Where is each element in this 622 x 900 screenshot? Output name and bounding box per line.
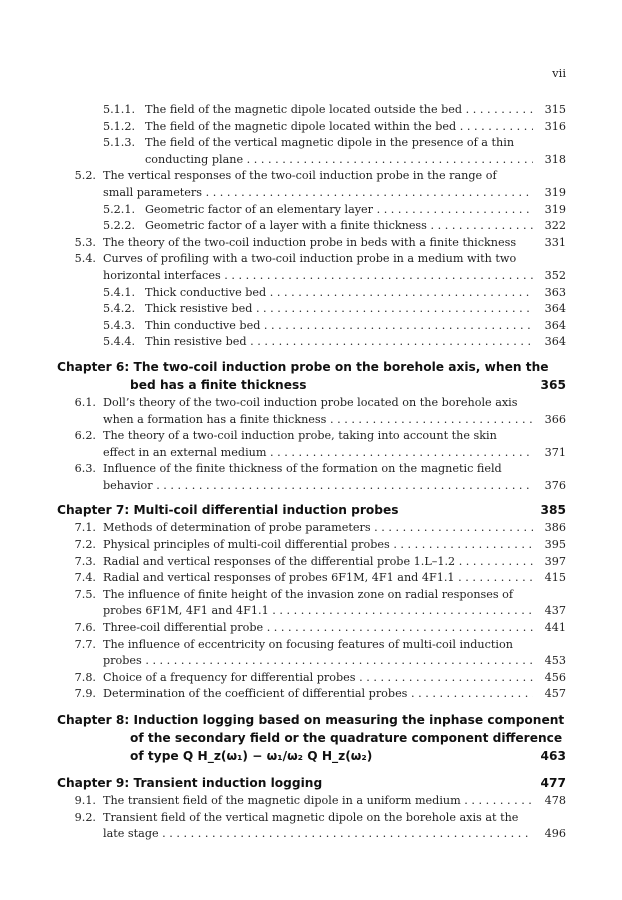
entry-title-cont: conducting plane . . . <box>145 153 533 166</box>
entry-page: 371 <box>544 445 566 459</box>
toc-entry <box>0 286 622 303</box>
entry-number: 5.2.2. <box>103 219 136 233</box>
entry-title: Transient field of the vertical magnetic dipole on the borehole axis at the <box>103 810 519 824</box>
entry-title: Radial and vertical responses of probes 6F1M, 4F1 and 4F1.1 . . . <box>103 571 533 584</box>
toc-entry-continuation <box>0 446 622 463</box>
toc-entry <box>0 555 622 572</box>
toc-entry <box>0 794 622 811</box>
chapter-title: Chapter 7: Multi-coil differential induction probes <box>57 503 399 518</box>
toc-entry <box>0 687 622 704</box>
entry-title: Physical principles of multi-coil differential probes . . . <box>103 538 533 551</box>
entry-title: The field of the magnetic dipole located outside the bed . . . <box>145 103 533 116</box>
entry-number: 7.5. <box>74 587 96 601</box>
entry-title: Doll’s theory of the two-coil induction probe located on the borehole axis <box>103 395 518 409</box>
page-number: vii <box>552 66 566 80</box>
toc-entry <box>0 671 622 688</box>
entry-title: Thick conductive bed . . . <box>145 286 533 299</box>
entry-title: Three-coil differential probe . . . <box>103 621 533 634</box>
toc-entry <box>0 462 622 479</box>
entry-number: 5.1.1. <box>103 103 136 116</box>
entry-page: 352 <box>544 268 566 282</box>
entry-number: 7.3. <box>74 554 96 568</box>
toc-entry <box>0 335 622 352</box>
entry-page: 331 <box>544 235 566 249</box>
chapter-title-cont: bed has a finite thickness <box>130 377 307 392</box>
entry-title-cont: late stage . . . <box>103 827 533 840</box>
entry-title: Determination of the coefficient of differential probes . . . <box>103 687 533 700</box>
toc-entry <box>0 319 622 336</box>
toc-entry-continuation <box>0 479 622 496</box>
chapter-heading <box>0 503 622 521</box>
entry-title: Thin conductive bed . . . <box>145 319 533 332</box>
entry-page: 397 <box>544 554 566 568</box>
toc-entry-continuation <box>0 153 622 170</box>
toc-entry-continuation <box>0 654 622 671</box>
entry-title-cont: when a formation has a finite thickness . . . <box>103 413 533 426</box>
chapter-page: 463 <box>540 749 566 763</box>
entry-title: The theory of a two-coil induction probe, taking into account the skin <box>103 429 497 443</box>
toc-entry <box>0 252 622 269</box>
entry-number: 5.2. <box>74 169 96 183</box>
entry-title: The influence of eccentricity on focusing features of multi-coil induction <box>103 637 513 651</box>
chapter-heading-continuation <box>0 731 622 749</box>
toc-entry <box>0 169 622 186</box>
entry-number: 7.1. <box>74 521 96 535</box>
toc-entry <box>0 219 622 236</box>
toc-entry-continuation <box>0 827 622 844</box>
toc-entry <box>0 302 622 319</box>
entry-number: 5.3. <box>74 235 96 249</box>
entry-number: 7.9. <box>74 687 96 701</box>
entry-number: 5.4.2. <box>103 302 136 316</box>
entry-number: 6.3. <box>74 462 96 476</box>
entry-title-cont: probes . . . <box>103 654 533 667</box>
entry-page: 386 <box>544 521 566 535</box>
toc-entry <box>0 638 622 655</box>
chapter-title-cont: of the secondary field or the quadrature component difference <box>130 731 563 745</box>
entry-number: 9.2. <box>74 810 96 824</box>
entry-number: 5.4. <box>74 252 96 266</box>
entry-title: Curves of profiling with a two-coil induction probe in a medium with two <box>103 252 517 266</box>
entry-number: 7.7. <box>74 637 96 651</box>
chapter-title: Chapter 8: Induction logging based on measuring the inphase component <box>57 713 565 727</box>
entry-title: Methods of determination of probe parameters . . . <box>103 521 533 534</box>
toc-entry <box>0 621 622 638</box>
entry-page: 453 <box>544 654 566 668</box>
entry-title: The vertical responses of the two-coil induction probe in the range of <box>103 169 497 183</box>
entry-title: Choice of a frequency for differential probes . . . <box>103 671 533 684</box>
toc-entry-continuation <box>0 604 622 621</box>
toc-entry <box>0 120 622 137</box>
toc-entry <box>0 103 622 120</box>
entry-page: 364 <box>544 318 566 332</box>
chapter-heading <box>0 360 622 378</box>
toc-entry <box>0 136 622 153</box>
entry-title: The field of the vertical magnetic dipole in the presence of a thin <box>145 136 515 150</box>
chapter-title-formula: of type Q H_z(ω₁) − ω₁/ω₂ Q H_z(ω₂) <box>130 749 373 763</box>
toc-entry <box>0 429 622 446</box>
entry-number: 7.4. <box>74 571 96 585</box>
entry-title: The field of the magnetic dipole located within the bed . . . <box>145 120 533 133</box>
entry-page: 457 <box>544 687 566 701</box>
entry-number: 9.1. <box>74 794 96 807</box>
entry-number: 6.1. <box>74 395 96 409</box>
entry-number: 6.2. <box>74 429 96 443</box>
entry-number: 7.8. <box>74 670 96 684</box>
entry-page: 437 <box>544 604 566 618</box>
entry-title-cont: effect in an external medium . . . <box>103 446 533 459</box>
toc-entry <box>0 521 622 538</box>
chapter-heading <box>0 776 622 794</box>
entry-title: Influence of the finite thickness of the formation on the magnetic field <box>103 462 502 476</box>
entry-page: 441 <box>544 621 566 635</box>
chapter-title: Chapter 6: The two-coil induction probe on the borehole axis, when the <box>57 359 549 374</box>
toc-entry-continuation <box>0 269 622 286</box>
toc-entry <box>0 811 622 828</box>
toc-entry <box>0 236 622 253</box>
entry-page: 478 <box>544 794 566 807</box>
entry-page: 415 <box>544 571 566 585</box>
entry-title: The transient field of the magnetic dipole in a uniform medium . . . <box>103 794 533 807</box>
entry-title: Geometric factor of an elementary layer . . . <box>145 203 533 216</box>
chapter-page: 365 <box>540 377 566 392</box>
entry-title: Thick resistive bed . . . <box>145 302 533 315</box>
entry-title-cont: behavior . . . <box>103 479 533 492</box>
toc-entry <box>0 396 622 413</box>
chapter-heading <box>0 713 622 731</box>
entry-number: 5.4.1. <box>103 285 136 299</box>
toc-entry <box>0 203 622 220</box>
entry-title: Radial and vertical responses of the differential probe 1.L–1.2 . . . <box>103 555 533 568</box>
toc-entry <box>0 571 622 588</box>
entry-title-cont: horizontal interfaces . . . <box>103 269 533 282</box>
entry-title: The influence of finite height of the invasion zone on radial responses of <box>103 587 514 601</box>
chapter-page: 477 <box>540 776 566 790</box>
entry-page: 316 <box>544 119 566 133</box>
chapter-heading-continuation <box>0 378 622 396</box>
entry-page: 319 <box>544 202 566 216</box>
entry-page: 363 <box>544 285 566 299</box>
entry-title-cont: probes 6F1M, 4F1 and 4F1.1 . . . <box>103 604 533 617</box>
entry-page: 364 <box>544 302 566 316</box>
chapter-page: 385 <box>540 503 566 518</box>
entry-page: 319 <box>544 185 566 199</box>
entry-page: 315 <box>544 103 566 116</box>
toc-entry <box>0 538 622 555</box>
toc-entry <box>0 588 622 605</box>
entry-title-cont: small parameters . . . <box>103 186 533 199</box>
chapter-heading-continuation <box>0 749 622 767</box>
entry-number: 5.1.3. <box>103 136 136 150</box>
entry-page: 376 <box>544 478 566 492</box>
entry-page: 456 <box>544 670 566 684</box>
entry-number: 7.6. <box>74 621 96 635</box>
entry-number: 5.4.3. <box>103 318 136 332</box>
entry-number: 7.2. <box>74 538 96 552</box>
entry-page: 366 <box>544 412 566 426</box>
entry-number: 5.1.2. <box>103 119 136 133</box>
entry-title: Geometric factor of a layer with a finite thickness . . . <box>145 219 533 232</box>
table-of-contents <box>0 103 622 844</box>
toc-entry-continuation <box>0 186 622 203</box>
entry-page: 322 <box>544 219 566 233</box>
entry-page: 364 <box>544 335 566 349</box>
entry-number: 5.4.4. <box>103 335 136 349</box>
entry-page: 496 <box>544 827 566 841</box>
entry-title: Thin resistive bed . . . <box>145 335 533 348</box>
entry-title: The theory of the two-coil induction probe in beds with a finite thickness <box>103 235 517 249</box>
entry-page: 318 <box>544 152 566 166</box>
entry-number: 5.2.1. <box>103 202 136 216</box>
chapter-title: Chapter 9: Transient induction logging <box>57 776 323 790</box>
entry-page: 395 <box>544 538 566 552</box>
toc-entry-continuation <box>0 413 622 430</box>
